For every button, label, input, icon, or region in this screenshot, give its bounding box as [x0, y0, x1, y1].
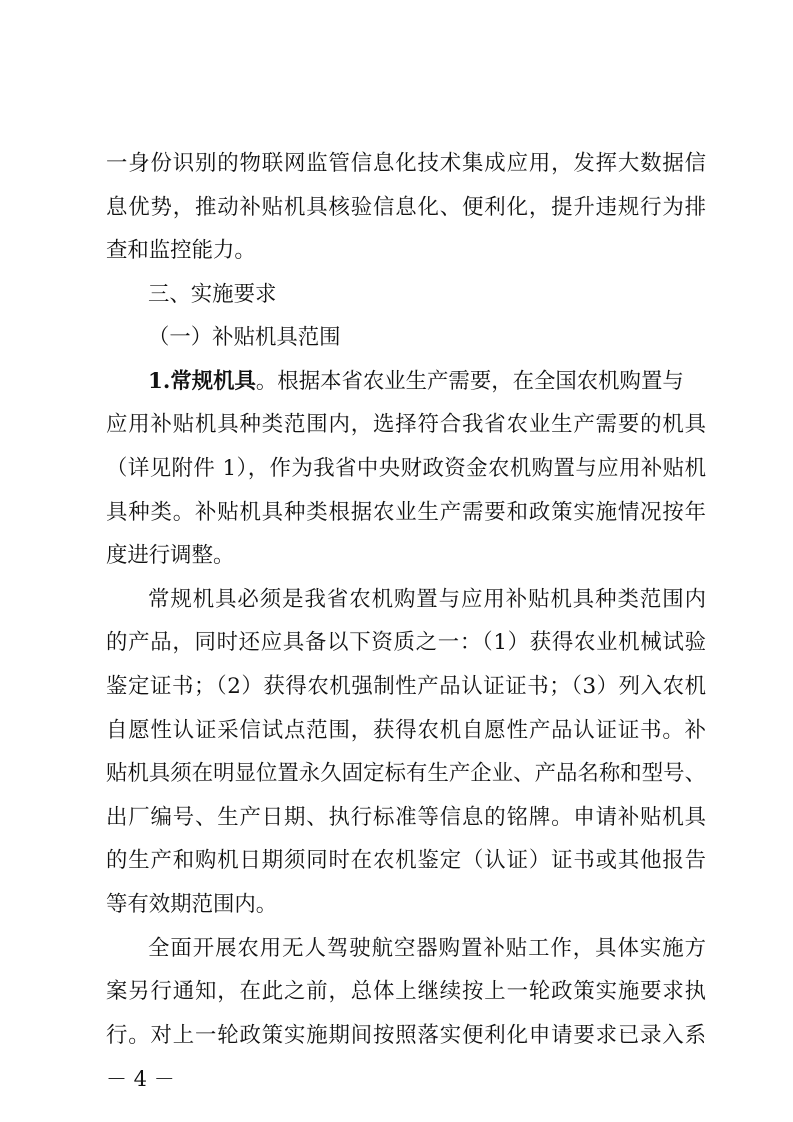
body-text-line: 全面开展农用无人驾驶航空器购置补贴工作，具体实施方	[148, 936, 706, 961]
body-text-line: 鉴定证书；（2）获得农机强制性产品认证证书；（3）列入农机	[106, 674, 706, 699]
body-text-line: 出厂编号、生产日期、执行标准等信息的铭牌。申请补贴机具	[106, 805, 706, 830]
page-number: － 4 －	[106, 1067, 175, 1091]
body-text-line: 等有效期范围内。	[106, 892, 278, 917]
body-text-line: 一身份识别的物联网监管信息化技术集成应用，发挥大数据信	[106, 151, 706, 176]
body-text-line: 贴机具须在明显位置永久固定标有生产企业、产品名称和型号、	[106, 761, 706, 786]
subsection-heading: （一）补贴机具范围	[148, 325, 341, 350]
body-text-line: 的生产和购机日期须同时在农机鉴定（认证）证书或其他报告	[106, 848, 706, 873]
body-text-line: 具种类。补贴机具种类根据农业生产需要和政策实施情况按年	[106, 500, 706, 525]
body-text-line: 行。对上一轮政策实施期间按照落实便利化申请要求已录入系	[106, 1023, 706, 1048]
body-text-line: 应用补贴机具种类范围内，选择符合我省农业生产需要的机具	[106, 412, 706, 437]
body-text-line: 的产品，同时还应具备以下资质之一：（1）获得农业机械试验	[106, 630, 706, 655]
body-text-line: （详见附件 1），作为我省中央财政资金农机购置与应用补贴机	[106, 456, 706, 481]
body-text-line: 案另行通知，在此之前，总体上继续按上一轮政策实施要求执	[106, 979, 706, 1004]
body-text-line: 度进行调整。	[106, 543, 235, 568]
section-heading: 三、实施要求	[148, 282, 277, 307]
body-text-line: 息优势，推动补贴机具核验信息化、便利化，提升违规行为排	[106, 195, 706, 220]
body-text-line: 常规机具必须是我省农机购置与应用补贴机具种类范围内	[148, 587, 706, 612]
paragraph-first-line	[148, 369, 706, 395]
body-text-fragment: 。根据本省农业生产需要，在全国农机购置与	[255, 369, 684, 394]
body-text-line: 查和监控能力。	[106, 238, 256, 263]
item-heading: 1.常规机具	[148, 369, 256, 394]
body-text-line: 自愿性认证采信试点范围，获得农机自愿性产品认证证书。补	[106, 718, 706, 743]
